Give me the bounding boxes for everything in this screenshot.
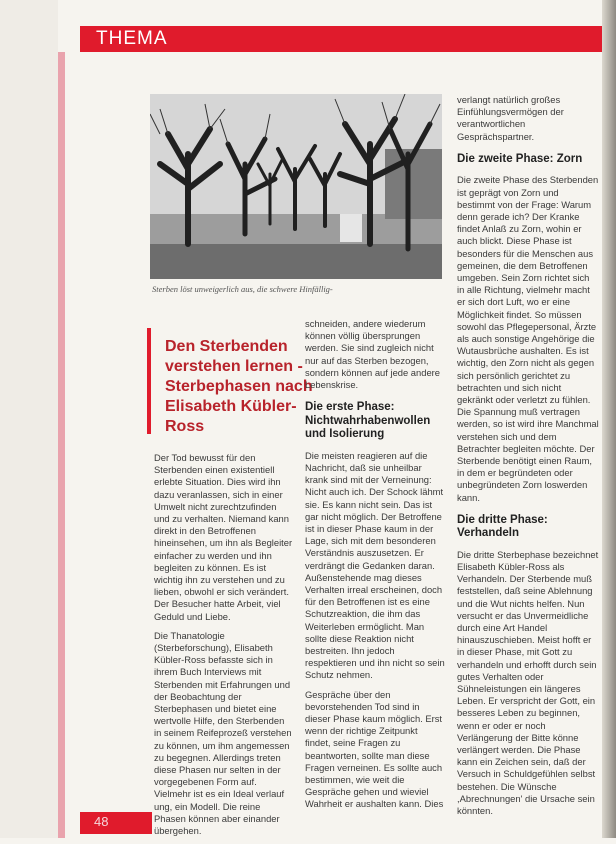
body-paragraph: verlangt natürlich großes Einfühlungsvermögen der verantwortlichen Gesprächspartner.: [457, 94, 564, 142]
section-label: THEMA: [96, 28, 168, 49]
page-number: 48: [94, 814, 109, 829]
body-paragraph: Die dritte Sterbephase bezeichnet Elisabeth Kübler-Ross als Verhandeln. Der Sterbende muß feststellen, daß seine Ablehnung und die Wut nichts helfen. Nun versucht er das Unvermeidliche durch eine Art Handel hinauszuschieben. Meist hofft er in dieser Phase, mit Gott zu verhandeln und erhofft durch sein gutes Verhalten oder Sühneleistungen ein längeres Leben. Er verspricht der Gott, ein besseres Leben zu beginnen, wenn er oder er noch Verlängerung der Bitte könne verlängert werden. Die Phase kann ein Zeichen sein, daß der Versuch in Schuldgefühlen selbst bestehen. Die Wünsche ,Abrechnungen' die Ursache sein könnten.: [457, 548, 599, 817]
phase-3-heading: Die dritte Phase: Verhandeln: [457, 513, 548, 540]
phase-2-heading: Die zweite Phase: Zorn: [457, 152, 583, 165]
body-paragraph: Die meisten reagieren auf die Nachricht, daß sie unheilbar krank sind mit der Verneinung: Nicht auch ich. Der Schock lähmt sie. Es kann nicht sein. Das ist gar nicht möglich. Der Betroffene ist in dieser Phase kaum in der Lage, sich mit dem besonderen Verständnis auszusetzen. Er verdrängt die Gedanken daran. Außenstehende mag dieses Verhalten irreal erscheinen, doch für den Betroffenen ist es eine Schutzreaktion, die ihm das Weiterleben ermöglicht. Man sollte diese Reaktion nicht bestreiten. Ihn jedoch respektieren und ihn nicht so sein Schutz nehmen.: [305, 449, 445, 681]
scan-edge: [602, 0, 616, 838]
body-paragraph: Die zweite Phase des Sterbenden ist geprägt von Zorn und bestimmt von der Frage: Warum denn gerade ich? Der Kranke findet Anlaß zu Zorn, wohin er auch blickt. Diese Phase ist besonders für die Menschen aus gemeinen, die dem Betroffenen umgeben. Sein Zorn richtet sich in alle Richtung, vielmehr macht er sich dort Luft, wo er eine Möglichkeit findet. So müssen sowohl das Pflegepersonal, Ärzte als auch sonstige Angehörige die Wutausbrüche aushalten. Es ist wichtig, den Zorn nicht als gegen sich persönlich gerichtet zu betrachten und sich nicht gekränkt oder verletzt zu fühlen. Die Spannung muß vertragen werden, so ist wird ihre Manchmal verstehen sich und dem Betrachter begleiten möchte. Der Sterbende benötigt einen Raum, in dem er begründeten oder unbegründeten Zorn loswerden kann.: [457, 174, 599, 503]
article-photo: [150, 94, 442, 279]
photo-caption: Sterben löst unweigerlich aus, die schwere Hinfällig-: [152, 284, 333, 294]
body-paragraph: Gespräche über den bevorstehenden Tod sind in dieser Phase kaum möglich. Erst wenn der richtige Zeitpunkt findet, seine Fragen zu beantworten, sollte man diese Fragen verneinen. Es sollte auch bestimmen, wie weit die Gespräche gehen und wieviel Wahrheit er aushalten kann. Dies: [305, 688, 444, 810]
body-paragraph: Die Thanatologie (Sterbeforschung), Elisabeth Kübler-Ross befasste sich in ihrem Buch Interviews mit Sterbenden mit Erfahrungen und der Beobachtung der Sterbephasen und bietet eine wertvolle Hilfe, den Sterbenden in seinem Reifeprozeß verstehen zu können, um ihm angemessen zu begegnen. Allerdings treten diese Phasen nur selten in der vorgegebenen Form auf. Vielmehr ist es ein Ideal verlauf ung, ein Modell. Die reine Phasen können aber einander übergehen.: [154, 629, 292, 837]
body-paragraph: Der Tod bewusst für den Sterbenden einen existentiell erlebte Situation. Dies wird ihn dazu veranlassen, sich in einer Umwelt nicht zurechtzufinden und zu verhalten. Niemand kann direkt in den Betroffenen hineinsehen, um ihn als Begleiter einfacher zu werden und ihn begleiten zu können. Es ist wichtig ihn zu verstehen und zu lieben, obwohl er sich verändert. Der Besucher hatte Arbeit, viel Geduld und Liebe.: [154, 452, 293, 622]
phase-1-heading: Die erste Phase: Nichtwahrhabenwollen und Isolierung: [305, 401, 431, 441]
margin-rule: [58, 52, 65, 838]
page-margin: [0, 0, 58, 838]
article-column-1: [154, 452, 294, 844]
page-number-tab: [80, 812, 152, 834]
article-column-3: [457, 94, 599, 824]
article-headline: Den Sterbenden verstehen lernen - Sterbephasen nach Elisabeth Kübler-Ross: [165, 338, 313, 435]
article-column-2: [305, 318, 445, 818]
body-paragraph: schneiden, andere wiederum können völlig übersprungen werden. Sie sind zugleich nicht nur auf das Sterben bezogen, sondern können auf jede andere Lebenskrise.: [305, 318, 441, 391]
